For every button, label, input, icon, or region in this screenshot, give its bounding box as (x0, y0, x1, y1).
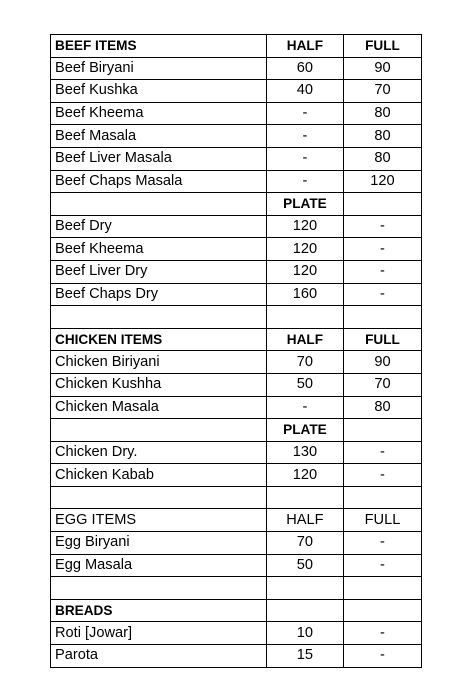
half-price-cell: 130 (266, 441, 343, 464)
full-price-cell: 80 (343, 396, 421, 419)
menu-item-row (51, 373, 422, 396)
full-price-cell: 80 (343, 102, 421, 125)
half-price-cell: 15 (266, 645, 343, 668)
half-price-cell (266, 306, 343, 329)
menu-item-row (51, 147, 422, 170)
full-price-cell: - (343, 283, 421, 306)
half-price-cell: 120 (266, 464, 343, 487)
menu-item-row (51, 396, 422, 419)
full-price-cell: - (343, 260, 421, 283)
full-price-cell (343, 306, 421, 329)
blank-row (51, 486, 422, 509)
half-price-cell: 50 (266, 554, 343, 577)
item-name-cell: Egg Biryani (51, 532, 267, 555)
blank-row (51, 577, 422, 600)
section-header-row (51, 599, 422, 622)
item-name-cell (51, 419, 267, 442)
half-price-cell: 10 (266, 622, 343, 645)
item-name-cell: Beef Liver Masala (51, 147, 267, 170)
item-name-cell: Beef Biryani (51, 57, 267, 80)
half-price-cell: HALF (266, 509, 343, 532)
item-name-cell: Beef Kheema (51, 238, 267, 261)
full-price-cell: FULL (343, 35, 421, 58)
full-price-cell (343, 193, 421, 216)
full-price-cell: FULL (343, 328, 421, 351)
half-price-cell (266, 599, 343, 622)
menu-item-row (51, 622, 422, 645)
half-price-cell: - (266, 170, 343, 193)
plate-subheader-row (51, 193, 422, 216)
item-name-cell: Parota (51, 645, 267, 668)
full-price-cell: - (343, 464, 421, 487)
menu-item-row (51, 102, 422, 125)
menu-item-row (51, 238, 422, 261)
menu-item-row (51, 351, 422, 374)
item-name-cell: BEEF ITEMS (51, 35, 267, 58)
half-price-cell: 120 (266, 215, 343, 238)
half-price-cell: 120 (266, 260, 343, 283)
item-name-cell (51, 486, 267, 509)
item-name-cell: Chicken Kushha (51, 373, 267, 396)
full-price-cell: - (343, 554, 421, 577)
item-name-cell: Chicken Biriyani (51, 351, 267, 374)
full-price-cell: 70 (343, 80, 421, 103)
half-price-cell: 120 (266, 238, 343, 261)
item-name-cell: Chicken Dry. (51, 441, 267, 464)
item-name-cell: Beef Kushka (51, 80, 267, 103)
menu-item-row (51, 554, 422, 577)
half-price-cell: - (266, 102, 343, 125)
item-name-cell: Beef Liver Dry (51, 260, 267, 283)
menu-item-row (51, 80, 422, 103)
full-price-cell: 90 (343, 351, 421, 374)
half-price-cell: 70 (266, 351, 343, 374)
section-header-row (51, 35, 422, 58)
full-price-cell: - (343, 238, 421, 261)
item-name-cell: CHICKEN ITEMS (51, 328, 267, 351)
full-price-cell: 70 (343, 373, 421, 396)
full-price-cell: 120 (343, 170, 421, 193)
half-price-cell: PLATE (266, 193, 343, 216)
half-price-cell: HALF (266, 35, 343, 58)
half-price-cell (266, 577, 343, 600)
item-name-cell (51, 306, 267, 329)
blank-row (51, 306, 422, 329)
menu-item-row (51, 170, 422, 193)
item-name-cell: Beef Dry (51, 215, 267, 238)
half-price-cell: 40 (266, 80, 343, 103)
full-price-cell (343, 599, 421, 622)
half-price-cell: - (266, 147, 343, 170)
item-name-cell: Egg Masala (51, 554, 267, 577)
item-name-cell: Beef Chaps Masala (51, 170, 267, 193)
full-price-cell: 80 (343, 147, 421, 170)
half-price-cell: PLATE (266, 419, 343, 442)
full-price-cell: FULL (343, 509, 421, 532)
item-name-cell: Chicken Masala (51, 396, 267, 419)
full-price-cell: 90 (343, 57, 421, 80)
section-header-row (51, 328, 422, 351)
half-price-cell: HALF (266, 328, 343, 351)
half-price-cell: - (266, 125, 343, 148)
item-name-cell: Beef Chaps Dry (51, 283, 267, 306)
menu-item-row (51, 215, 422, 238)
menu-table-body (51, 35, 422, 668)
menu-item-row (51, 464, 422, 487)
full-price-cell (343, 577, 421, 600)
item-name-cell: Chicken Kabab (51, 464, 267, 487)
section-header-row (51, 509, 422, 532)
menu-item-row (51, 441, 422, 464)
half-price-cell: - (266, 396, 343, 419)
half-price-cell (266, 486, 343, 509)
item-name-cell: EGG ITEMS (51, 509, 267, 532)
item-name-cell: Beef Kheema (51, 102, 267, 125)
menu-item-row (51, 260, 422, 283)
full-price-cell (343, 486, 421, 509)
full-price-cell: - (343, 441, 421, 464)
item-name-cell (51, 577, 267, 600)
full-price-cell: - (343, 215, 421, 238)
full-price-cell (343, 419, 421, 442)
plate-subheader-row (51, 419, 422, 442)
item-name-cell: BREADS (51, 599, 267, 622)
half-price-cell: 50 (266, 373, 343, 396)
half-price-cell: 160 (266, 283, 343, 306)
item-name-cell: Beef Masala (51, 125, 267, 148)
full-price-cell: - (343, 622, 421, 645)
menu-item-row (51, 57, 422, 80)
menu-item-row (51, 645, 422, 668)
menu-item-row (51, 283, 422, 306)
full-price-cell: - (343, 645, 421, 668)
item-name-cell (51, 193, 267, 216)
full-price-cell: 80 (343, 125, 421, 148)
full-price-cell: - (343, 532, 421, 555)
menu-item-row (51, 125, 422, 148)
half-price-cell: 70 (266, 532, 343, 555)
item-name-cell: Roti [Jowar] (51, 622, 267, 645)
menu-table (50, 34, 422, 668)
menu-item-row (51, 532, 422, 555)
half-price-cell: 60 (266, 57, 343, 80)
